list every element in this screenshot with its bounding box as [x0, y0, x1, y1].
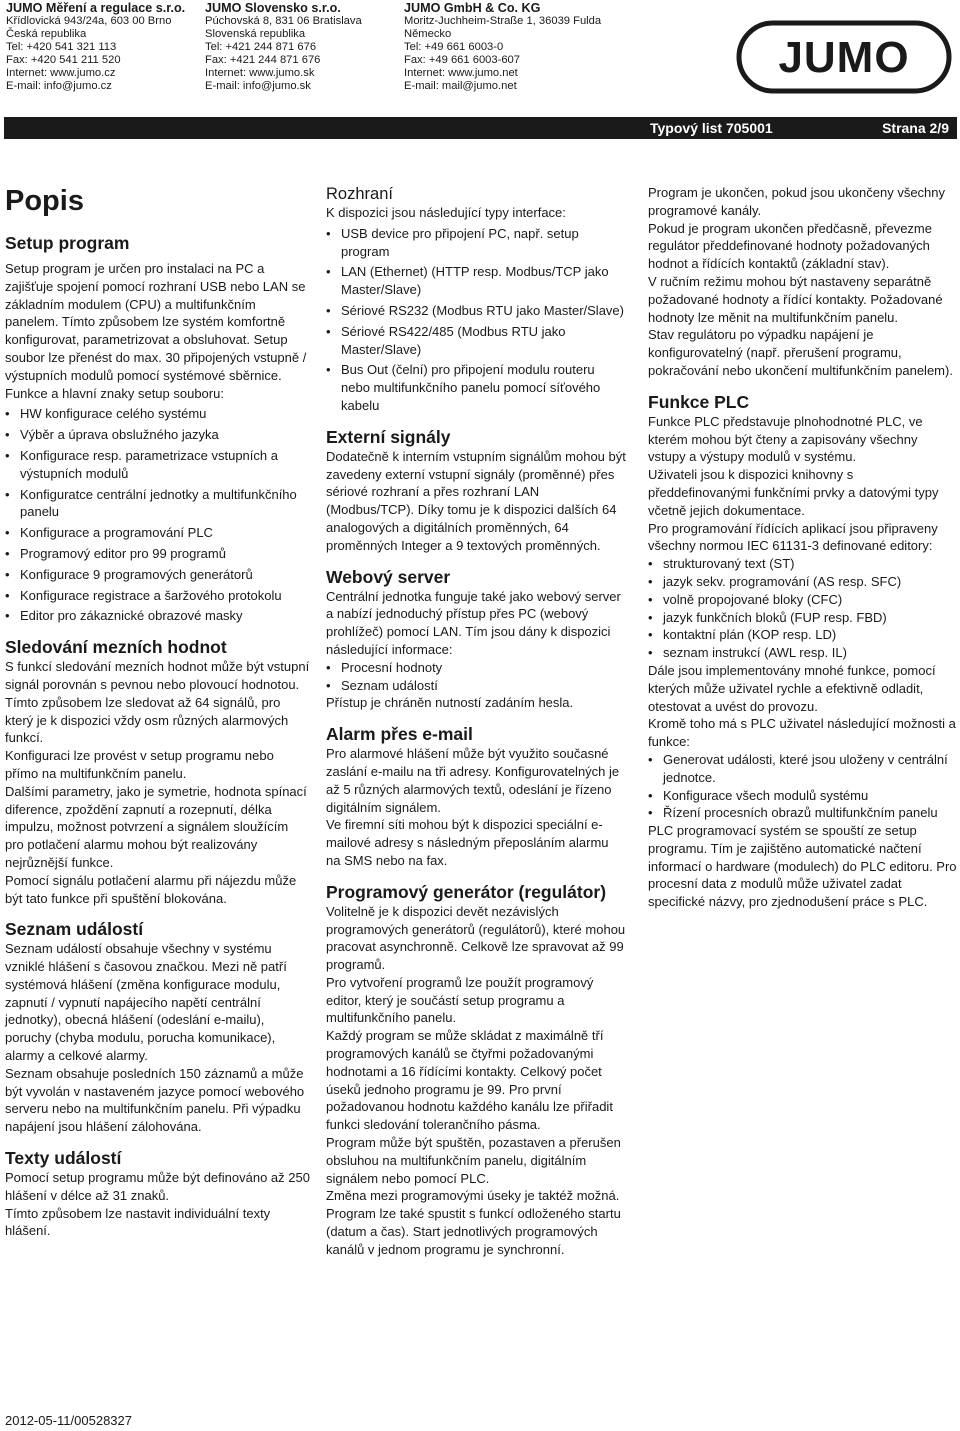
paragraph: Pomocí signálu potlačení alarmu při nájezdu může být tato funkce při spuštění blokována. — [5, 872, 297, 906]
plc-options-list — [648, 751, 958, 822]
address-line: Česká republika — [6, 27, 87, 40]
list-item: • volně propojované bloky (CFC) — [648, 591, 958, 609]
section-title-email-alarm: Alarm přes e-mail — [326, 724, 473, 745]
address-block-de — [404, 2, 601, 93]
address-line: Křídlovická 943/24a, 603 00 Brno — [6, 14, 172, 27]
company-name: JUMO Měření a regulace s.r.o. — [6, 1, 186, 15]
paragraph: Konfiguraci lze provést v setup programu nebo přímo na multifunkčním panelu. — [5, 748, 274, 781]
paragraph: Pro alarmové hlášení může být využito současné zaslání e-mailu na tři adresy. Konfigurovatelných je až 5 různých alarmových textů, odeslání je řízeno digitálním signálem. — [326, 746, 620, 815]
list-item: • Bus Out (čelní) pro připojení modulu routeru nebo multifunkčního panelu pomocí síťového kabelu — [326, 361, 626, 414]
list-item: • Řízení procesních obrazů multifunkčním panelu — [648, 804, 958, 822]
paragraph: PLC programovací systém se spouští ze setup programu. Tím je zajištěno automatické načtení informací o hardware (modulech) do PLC editoru. Pro procesní data z modulů může uživatel zadat specifické názvy, pro zjednodušení práce s PLC. — [648, 823, 957, 910]
title-bar — [4, 117, 957, 139]
list-item: • Konfigurace všech modulů systému — [648, 787, 958, 805]
company-name: JUMO GmbH & Co. KG — [404, 1, 541, 15]
address-block-sk — [205, 2, 362, 93]
paragraph: Stav regulátoru po výpadku napájení je konfigurovatelný (např. přerušení programu, pokračování nebo ukončení multifunkčním panelem). — [648, 327, 953, 378]
paragraph: K dispozici jsou následující typy interface: — [326, 205, 566, 220]
section-title-plc: Funkce PLC — [648, 391, 750, 412]
web-info-list — [326, 659, 626, 695]
plc-editor-list — [648, 555, 958, 662]
website-line: Internet: www.jumo.sk — [205, 66, 315, 79]
list-item: • HW konfigurace celého systému — [5, 405, 310, 423]
list-item: • Programový editor pro 99 programů — [5, 545, 310, 563]
paragraph: Přístup je chráněn nutností zadáním hesla. — [326, 695, 574, 711]
paragraph: Setup program je určen pro instalaci na PC a zajišťuje spojení pomocí rozhraní USB nebo LAN se základním modulem (CPU) a multifunkčním panelem. Tímto způsobem lze systém komfortně konfigurovat, parametrizovat a obsluhovat. Setup soubor lze přenést do max. 30 připojených vstupně / výstupních modulů pomocí systémové sběrnice. — [5, 261, 307, 383]
paragraph: Seznam událostí obsahuje všechny v systému vzniklé hlášení s časovou značkou. Mezi ně patří systémová hlášení (změna konfigurace modulu, zapnutí / vypnutí napájecího napětí centrální jednotky), obecná hlášení (odeslání e-mailu), poruchy (chyba modulu, porucha komunikace), alarmy a celkové alarmy. — [5, 941, 287, 1064]
list-item: • Konfigurace 9 programových generátorů — [5, 566, 310, 584]
paragraph: Dále jsou implementovány mnohé funkce, pomocí kterých může uživatel rychle a efektivně odladit, otestovat a uvést do provozu. — [648, 662, 936, 714]
paragraph: Program může být spuštěn, pozastaven a přerušen obsluhou na multifunkčním panelu, digitálním signálem nebo pomocí PLC. — [326, 1135, 621, 1186]
list-item: • Seznam událostí — [326, 677, 626, 695]
paragraph: Změna mezi programovými úseky je taktéž možná. Program lze také spustit s funkcí odloženého startu (datum a čas). Start jednotlivých programových kanálů v jednom programu je synchronní. — [326, 1188, 621, 1257]
address-line: Německo — [404, 27, 452, 40]
section-title-external-signals: Externí signály — [326, 426, 451, 447]
paragraph: Pomocí setup programu může být definováno až 250 hlášení v délce až 31 znaků. — [5, 1170, 310, 1203]
section-title-web-server: Webový server — [326, 566, 451, 587]
list-item: • kontaktní plán (KOP resp. LD) — [648, 626, 958, 644]
paragraph: Pokud je program ukončen předčasně, převezme regulátor předdefinované hodnoty požadovaných hodnot a řídících kontaktů (základní stav). — [648, 220, 932, 272]
document-title: Typový list 705001 — [650, 120, 773, 136]
list-item: • Konfigurace resp. parametrizace vstupních a výstupních modulů — [5, 447, 310, 483]
paragraph: Volitelně je k dispozici devět nezávislých programových generátorů (regulátorů), které mohou pracovat asynchronně. Celkově lze spravovat až 99 programů. — [326, 903, 626, 973]
page-heading: Popis — [5, 185, 84, 217]
paragraph: Dalšími parametry, jako je symetrie, hodnota spínací diference, zpoždění zapnutí a rozepnutí, délka impulzu, možnost potvrzení a signálem sloužícím pro potlačení alarmu mohou být realizovány nejrůznější funkce. — [5, 783, 307, 870]
website-line: Internet: www.jumo.cz — [6, 66, 116, 79]
section-title-setup: Setup program — [5, 233, 130, 253]
list-item: • Editor pro zákaznické obrazové masky — [5, 607, 310, 625]
list-item: • USB device pro připojení PC, např. setup program — [326, 225, 626, 261]
list-item: • Konfigurace a programování PLC — [5, 524, 310, 542]
paragraph: Seznam obsahuje posledních 150 záznamů a může být vyvolán v nastaveném jazyce pomocí webového serveru nebo na multifunkčním panelu. Při výpadku napájení jsou hlášení zálohována. — [5, 1065, 305, 1135]
list-item: • Výběr a úprava obslužného jazyka — [5, 426, 310, 444]
fax-line: Fax: +420 541 211 520 — [6, 53, 121, 66]
list-item: • Sériové RS422/485 (Modbus RTU jako Master/Slave) — [326, 323, 626, 359]
jumo-logo — [736, 20, 952, 94]
phone-line: Tel: +49 661 6003-0 — [404, 40, 504, 53]
list-item: • strukturovaný text (ST) — [648, 555, 958, 573]
column-3 — [648, 184, 958, 911]
website-line: Internet: www.jumo.net — [404, 66, 518, 79]
list-item: • seznam instrukcí (AWL resp. IL) — [648, 644, 958, 662]
phone-line: Tel: +421 244 871 676 — [205, 40, 317, 53]
phone-line: Tel: +420 541 321 113 — [6, 40, 117, 53]
logo-text: JUMO — [778, 33, 910, 82]
address-line: Moritz-Juchheim-Straße 1, 36039 Fulda — [404, 14, 602, 27]
address-line: Slovenská republika — [205, 27, 306, 40]
address-block-cz — [6, 2, 185, 93]
paragraph: Uživateli jsou k dispozici knihovny s předdefinovanými funkčními prvky a datovými typy včetně jejich dokumentace. — [648, 467, 939, 518]
paragraph: Ve firemní síti mohou být k dispozici speciální e-mailové adresy s následným přeposláním alarmu na SMS nebo na fax. — [326, 817, 609, 868]
list-item: • Konfigurace registrace a šaržového protokolu — [5, 587, 310, 605]
paragraph: Dodatečně k interním vstupním signálům mohou být zavedeny externí vstupní signály (proměnné) přes sériové rozhraní a přes rozhraní LAN (Modbus/TCP). Díky tomu je k dispozici dalších 64 analogových a digitálních proměnných, 64 proměnných Integer a 9 textových proměnných. — [326, 448, 626, 553]
page-number: Strana 2/9 — [882, 120, 949, 136]
email-line: E-mail: info@jumo.sk — [205, 80, 311, 93]
section-title-events: Seznam událostí — [5, 919, 144, 940]
list-item: • Generovat události, které jsou uloženy v centrální jednotce. — [648, 751, 958, 787]
section-title-interfaces: Rozhraní — [326, 185, 393, 203]
document-code: 2012-05-11/00528327 — [5, 1413, 132, 1428]
section-title-event-texts: Texty událostí — [5, 1148, 122, 1169]
email-line: E-mail: mail@jumo.net — [404, 80, 517, 93]
paragraph: Program je ukončen, pokud jsou ukončeny všechny programové kanály. — [648, 185, 946, 218]
paragraph: Kromě toho má s PLC uživatel následující možnosti a funkce: — [648, 716, 956, 750]
fax-line: Fax: +49 661 6003-607 — [404, 53, 521, 66]
paragraph: Funkce PLC představuje plnohodnotné PLC, ve kterém mohou být čteny a zapisovány všechny vstupy a výstupy modulů v systému. — [648, 413, 923, 465]
interface-list — [326, 225, 626, 415]
section-title-limits: Sledování mezních hodnot — [5, 637, 227, 658]
column-2 — [326, 184, 626, 1259]
paragraph: Funkce a hlavní znaky setup souboru: — [5, 385, 224, 401]
paragraph: Tímto způsobem lze nastavit individuální texty hlášení. — [5, 1205, 271, 1239]
list-item: • Konfiguratce centrální jednotky a multifunkčního panelu — [5, 486, 310, 522]
list-item: • LAN (Ethernet) (HTTP resp. Modbus/TCP jako Master/Slave) — [326, 263, 626, 299]
paragraph: S funkcí sledování mezních hodnot může být vstupní signál porovnán s pevnou nebo plovoucí hodnotou. Tímto způsobem lze sledovat až 64 signálů, pro který je k dispozici vždy osm různých alarmových funkcí. — [5, 659, 310, 746]
column-1 — [5, 184, 310, 1240]
email-line: E-mail: info@jumo.cz — [6, 80, 112, 93]
paragraph: Pro programování řídících aplikací jsou připraveny všechny normou IEC 61131-3 definované editory: — [648, 520, 938, 554]
list-item: • Sériové RS232 (Modbus RTU jako Master/Slave) — [326, 302, 626, 320]
company-name: JUMO Slovensko s.r.o. — [205, 1, 341, 15]
list-item: • jazyk sekv. programování (AS resp. SFC) — [648, 573, 958, 591]
list-item: • jazyk funkčních bloků (FUP resp. FBD) — [648, 609, 958, 627]
list-item: • Procesní hodnoty — [326, 659, 626, 677]
paragraph: Každý program se může skládat z maximálně tří programových kanálů se čtyřmi požadovanými hodnotami a 16 řídícími kontakty. Celkový počet úseků jednoho programu je 99. Pro první požadovanou hodnotu každého kanálu lze přiřadit funkci sledování tolerančního pásma. — [326, 1028, 613, 1133]
paragraph: Pro vytvoření programů lze použít programový editor, který je součástí setup programu a multifunkčního panelu. — [326, 974, 594, 1026]
fax-line: Fax: +421 244 871 676 — [205, 53, 321, 66]
section-title-program-generator: Programový generátor (regulátor) — [326, 881, 607, 902]
address-line: Púchovská 8, 831 06 Bratislava — [205, 14, 362, 27]
paragraph: Centrální jednotka funguje také jako webový server a nabízí jednoduchý přístup přes PC (webový prohlížeč) pomocí LAN. Tím jsou dány k dispozici následující informace: — [326, 588, 621, 657]
paragraph: V ručním režimu mohou být nastaveny separátně požadované hodnoty a řídící kontakty. Požadované hodnoty lze měnit na multifunkčním panelu. — [648, 273, 943, 325]
setup-feature-list — [5, 405, 310, 625]
